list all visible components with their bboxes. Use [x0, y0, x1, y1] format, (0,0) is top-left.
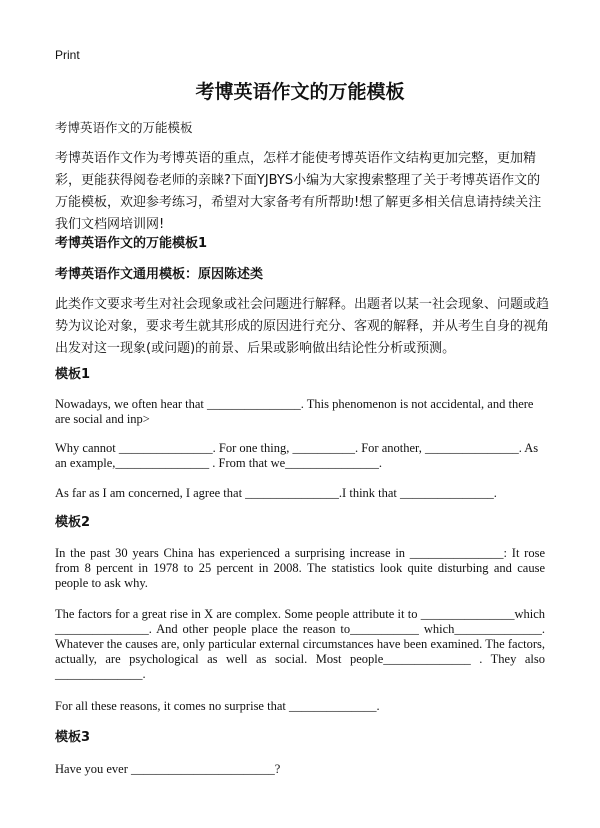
template1-paragraph-1: Nowadays, we often hear that _______________. This phenomenon is not accidental, and there are social and inp> [55, 397, 534, 426]
subtitle: 考博英语作文的万能模板 [55, 120, 193, 135]
template2-paragraph-3: For all these reasons, it comes no surprise that ______________. [55, 699, 380, 713]
section1-subheading: 考博英语作文通用模板：原因陈述类 [55, 267, 264, 282]
section1-description: 此类作文要求考生对社会现象或社会问题进行解释。出题者以某一社会现象、问题或趋势为议论对象，要求考生就其形成的原因进行充分、客观的解释，并从考生自身的视角出发对这一现象(或问题)的前景、后果或影响做出结论性分析或预测。 [55, 297, 550, 356]
print-link[interactable]: Print [55, 48, 80, 62]
template1-paragraph-2: Why cannot _______________. For one thing, __________. For another, _______________. As an example,_______________ . From that we_______________. [55, 441, 539, 470]
template1-heading: 模板1 [55, 367, 91, 382]
template3-heading: 模板3 [55, 730, 91, 745]
template2-heading: 模板2 [55, 515, 91, 530]
template2-paragraph-1: In the past 30 years China has experienced a surprising increase in _______________: It rose from 8 percent in 1978 to 25 percent in 2008. The statistics look quite disturbing and cause people to ask why. [55, 546, 545, 590]
page-title: 考博英语作文的万能模板 [195, 81, 405, 103]
template3-paragraph-1: Have you ever _______________________? [55, 762, 281, 776]
section1-heading: 考博英语作文的万能模板1 [55, 236, 208, 251]
template1-paragraph-3: As far as I am concerned, I agree that _______________.I think that _______________. [55, 486, 497, 500]
intro-paragraph: 考博英语作文作为考博英语的重点，怎样才能使考博英语作文结构更加完整，更加精彩，更能获得阅卷老师的亲睐?下面YJBYS小编为大家搜索整理了关于考博英语作文的万能模板，欢迎参考练习，希望对大家备考有所帮助!想了解更多相关信息请持续关注我们文档网培训网! [55, 151, 542, 232]
template2-paragraph-2: The factors for a great rise in X are complex. Some people attribute it to _______________which _______________. And other people place the reason to___________ which______________. Whatever the causes are, only particular external circumstances have been examined. The factors, actually, are psychological as well as social. Most people______________ . They also ______________. [55, 607, 545, 681]
